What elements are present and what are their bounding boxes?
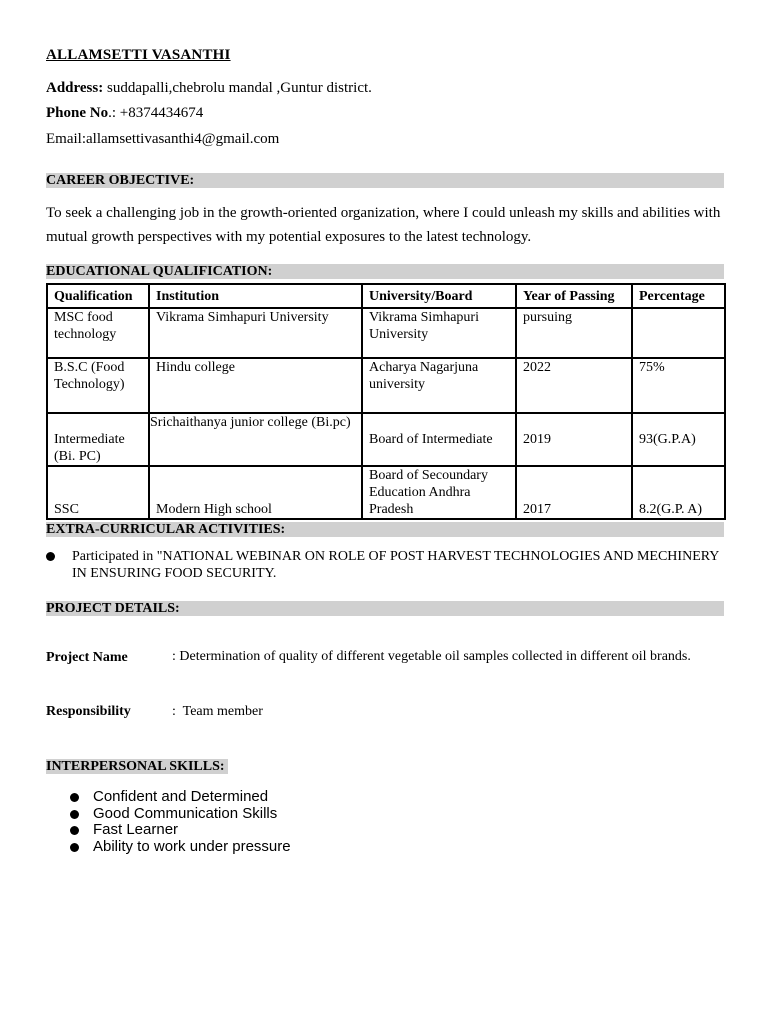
table-cell: pursuing (516, 308, 632, 358)
interpersonal-skills-heading: INTERPERSONAL SKILLS: (46, 759, 228, 774)
table-cell (632, 308, 725, 358)
project-name-label: Project Name (46, 650, 128, 665)
table-cell: Srichaithanya junior college (Bi.pc) (149, 413, 362, 466)
table-cell: Hindu college (149, 358, 362, 413)
address-value: suddapalli,chebrolu mandal ,Guntur district. (103, 80, 372, 96)
project-details-heading: PROJECT DETAILS: (46, 601, 724, 616)
list-item (70, 839, 291, 856)
table-cell: 2019 (516, 413, 632, 466)
table-cell: 75% (632, 358, 725, 413)
skill-label: Good Communication Skills (93, 804, 278, 822)
phone-line (46, 105, 203, 122)
skill-label: Confident and Determined (93, 788, 269, 805)
extra-curricular-heading: EXTRA-CURRICULAR ACTIVITIES: (46, 522, 724, 537)
skill-label: Ability to work under pressure (93, 837, 291, 855)
list-item (70, 806, 291, 823)
bullet-icon (70, 843, 79, 852)
career-objective-text: To seek a challenging job in the growth-oriented organization, where I could unleash my skills and abilities with mutual growth perspectives with my potential exposures to the latest technology. (46, 205, 721, 245)
table-cell: 8.2(G.P. A) (632, 466, 725, 519)
table-row (47, 358, 725, 413)
phone-label: Phone No (46, 105, 109, 121)
skills-list (70, 789, 291, 855)
table-row (47, 308, 725, 358)
address-label: Address: (46, 80, 104, 96)
column-header: Percentage (632, 284, 725, 308)
table-cell: Modern High school (149, 466, 362, 519)
table-cell: 2017 (516, 466, 632, 519)
table-cell: SSC (47, 466, 149, 519)
column-header: Institution (149, 284, 362, 308)
column-header: University/Board (362, 284, 516, 308)
column-header: Year of Passing (516, 284, 632, 308)
email-label: Email: (46, 131, 86, 147)
responsibility-label: Responsibility (46, 704, 131, 719)
email-line (46, 131, 279, 148)
bullet-icon (70, 810, 79, 819)
email-value: allamsettivasanthi4@gmail.com (86, 131, 280, 147)
table-cell: Vikrama Simhapuri University (362, 308, 516, 358)
table-cell: B.S.C (Food Technology) (47, 358, 149, 413)
list-item (70, 789, 291, 806)
table-cell: Intermediate (Bi. PC) (47, 413, 149, 466)
table-header-row (47, 284, 725, 308)
career-objective-heading: CAREER OBJECTIVE: (46, 173, 724, 188)
bullet-icon (70, 793, 79, 802)
responsibility-value: : Team member (172, 704, 263, 719)
education-table (46, 283, 726, 520)
address-line (46, 80, 372, 97)
phone-value: .: +8374434674 (108, 105, 204, 121)
bullet-icon (46, 552, 55, 561)
table-cell: Board of Secoundary Education Andhra Pradesh (362, 466, 516, 519)
table-row (47, 413, 725, 466)
skill-label: Fast Learner (93, 821, 179, 838)
table-cell: Board of Intermediate (362, 413, 516, 466)
project-name-value: : Determination of quality of different vegetable oil samples collected in different oil brands. (172, 649, 691, 664)
candidate-name: ALLAMSETTI VASANTHI (46, 47, 231, 63)
education-heading: EDUCATIONAL QUALIFICATION: (46, 264, 724, 279)
table-cell: MSC food technology (47, 308, 149, 358)
column-header: Qualification (47, 284, 149, 308)
bullet-icon (70, 826, 79, 835)
table-cell: 93(G.P.A) (632, 413, 725, 466)
list-item: Participated in "NATIONAL WEBINAR ON ROLE OF POST HARVEST TECHNOLOGIES AND MECHINERY IN ENSURING FOOD SECURITY. (72, 549, 719, 581)
table-cell: 2022 (516, 358, 632, 413)
table-cell: Vikrama Simhapuri University (149, 308, 362, 358)
list-item (70, 822, 291, 839)
table-row (47, 466, 725, 519)
table-cell: Acharya Nagarjuna university (362, 358, 516, 413)
